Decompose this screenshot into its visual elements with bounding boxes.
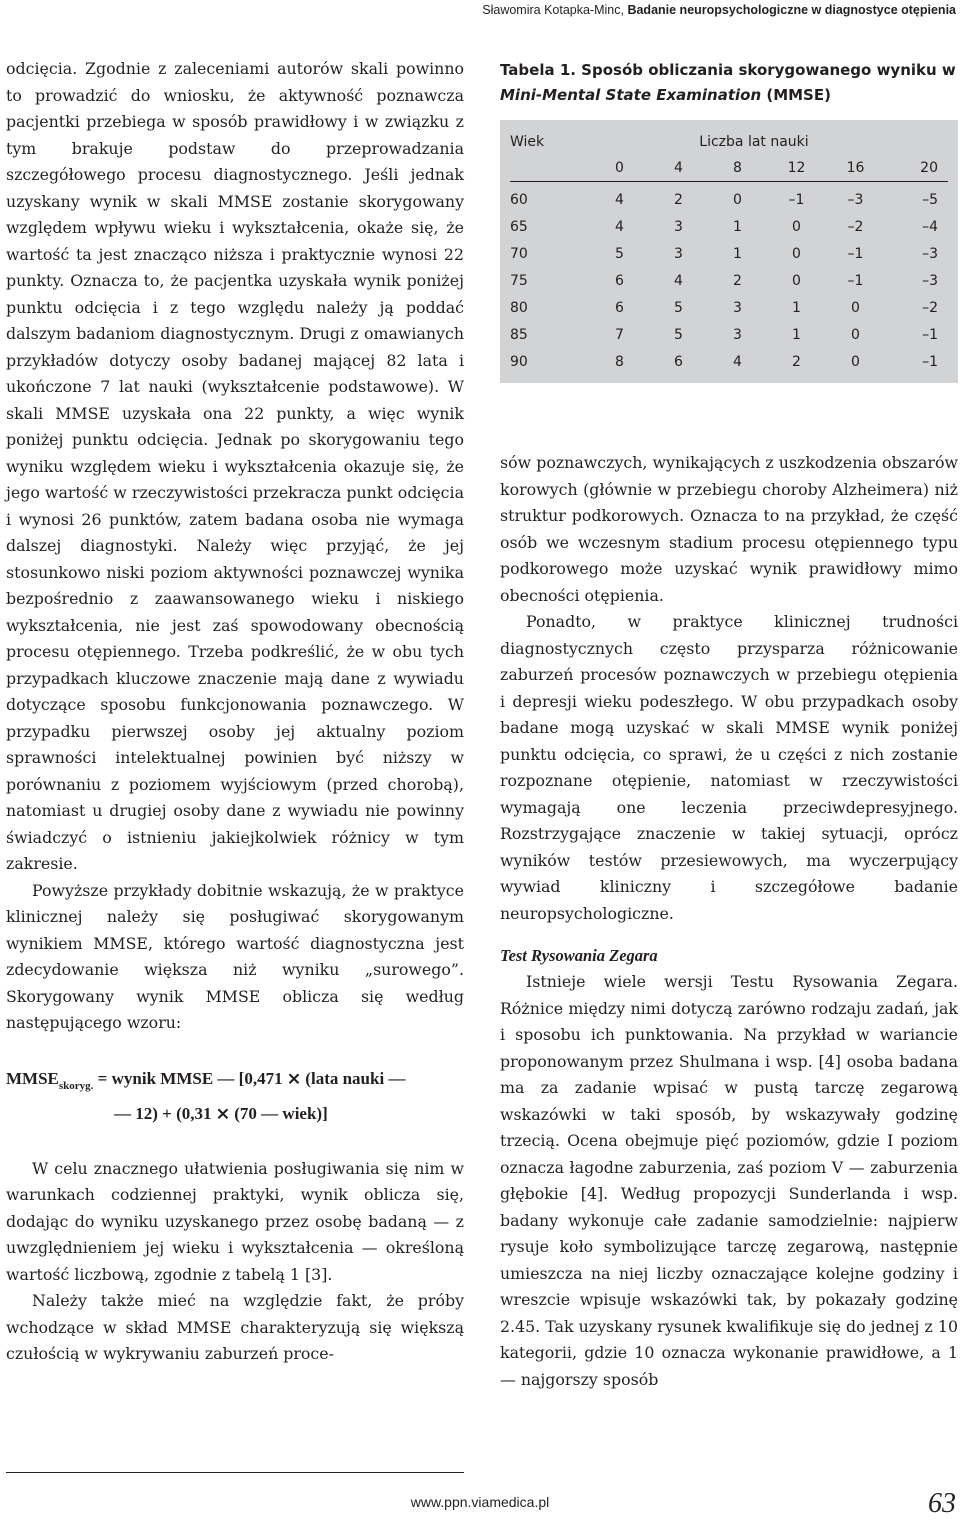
table-cell-value: 0 xyxy=(851,353,860,370)
table-row xyxy=(510,348,948,375)
table-cell-value: 5 xyxy=(674,299,683,316)
header-title: Badanie neuropsychologiczne w diagnostyce otępienia xyxy=(627,3,956,17)
left-paragraph-3: W celu znacznego ułatwienia posługiwania się nim w warunkach codziennej praktyki, wynik oblicza się, dodając do wyniku uzyskanego przez osobę badaną — z uwzględnieniem jej wieku i wykształcenia — określoną wartość liczbową, zgodnie z tabelą 1 [3]. xyxy=(6,1158,464,1284)
table-cell-value: 4 xyxy=(674,272,683,289)
table-cell-value: 6 xyxy=(615,272,624,289)
table-header-year: 12 xyxy=(787,160,806,176)
table-cell-value: 4 xyxy=(615,218,624,235)
formula-rhs-line2: — 12) + (0,31 ⨯ (70 — wiek)] xyxy=(114,1103,328,1123)
right-paragraph-1: sów poznawczych, wynikających z uszkodzenia obszarów korowych (głównie w przebiegu choroby Alzheimera) niż struktur podkorowych. Oznacza to na przykład, że część osób we wczesnym stadium procesu otępiennego typu podkorowego może uzyskać wynik prawidłowy mimo obecności otępienia. xyxy=(500,453,958,605)
section-title-clock-test: Test Rysowania Zegara xyxy=(500,946,658,965)
table-caption xyxy=(500,58,958,108)
table-cell-value: –3 xyxy=(847,191,864,208)
table-header-year: 8 xyxy=(733,160,742,176)
table-cell-value: 0 xyxy=(733,191,742,208)
table-cell-age: 90 xyxy=(510,353,528,370)
table-header-year: 16 xyxy=(846,160,865,176)
table-header-age: Wiek xyxy=(510,133,545,150)
table-row xyxy=(510,186,948,213)
table-cell-value: 6 xyxy=(615,299,624,316)
table-cell-value: –1 xyxy=(788,191,805,208)
right-paragraph-2: Ponadto, w praktyce klinicznej trudności diagnostycznych często przysparza różnicowanie zaburzeń procesów poznawczych w przebiegu otępienia i depresji wieku podeszłego. W obu przypadkach osoby badane mogą uzyskać w skali MMSE wynik poniżej punktu odcięcia, co sprawi, że u części z nich zostanie rozpoznane otępienie, natomiast w rzeczywistości wymagają one leczenia przeciwdepresyjnego. Rozstrzygające znaczenie w takiej sytuacji, oprócz wyników testów przesiewowych, ma wyczerpujący wywiad kliniczny i szczegółowe badanie neuropsychologiczne. xyxy=(500,612,958,923)
table-cell-value: 3 xyxy=(733,326,742,343)
table-cell-age: 70 xyxy=(510,245,528,262)
table-cell-value: 3 xyxy=(674,245,683,262)
table-cell-value: 1 xyxy=(733,245,742,262)
footer-rule-left xyxy=(6,1472,464,1473)
table-cell-value: –3 xyxy=(922,272,938,289)
table-caption-text: Sposób obliczania skorygowanego wyniku w xyxy=(575,61,956,79)
table-cell-value: 3 xyxy=(733,299,742,316)
right-column xyxy=(500,450,958,1393)
table-cell-value: 3 xyxy=(674,218,683,235)
table-cell-value: 4 xyxy=(615,191,624,208)
left-paragraph-2: Powyższe przykłady dobitnie wskazują, że w praktyce klinicznej należy się posługiwać skorygowanym wynikiem MMSE, którego wartość diagnostyczna jest zdecydowanie większa niż wyniku „surowego”. Skorygowany wynik MMSE oblicza się według następującego wzoru: xyxy=(6,880,464,1032)
table-row xyxy=(510,321,948,348)
table-cell-value: 5 xyxy=(674,326,683,343)
table-1 xyxy=(500,58,958,383)
left-paragraph-4: Należy także mieć na względzie fakt, że próby wchodzące w skład MMSE charakteryzują się większą czułością w wykrywaniu zaburzeń proce- xyxy=(6,1291,464,1363)
left-column xyxy=(6,56,464,1368)
table-cell-value: –2 xyxy=(847,218,864,235)
table-caption-end: (MMSE) xyxy=(761,86,831,104)
table-cell-age: 60 xyxy=(510,191,528,208)
table-caption-italic: Mini-Mental State Examination xyxy=(500,86,762,104)
running-head xyxy=(0,0,960,22)
table-cell-value: –4 xyxy=(922,218,938,235)
table-cell-value: 0 xyxy=(851,326,860,343)
table-cell-value: 1 xyxy=(792,299,801,316)
footer-url[interactable]: www.ppn.viamedica.pl xyxy=(410,1494,550,1510)
table-cell-value: 8 xyxy=(615,353,624,370)
table-caption-label: Tabela 1. xyxy=(500,61,576,79)
table-row xyxy=(510,240,948,267)
table-cell-age: 85 xyxy=(510,326,528,343)
table-cell-value: 5 xyxy=(615,245,624,262)
table-header-row-1 xyxy=(510,128,948,155)
table-cell-value: –1 xyxy=(847,272,864,289)
page-number: 63 xyxy=(928,1488,956,1519)
table-header-row-2 xyxy=(510,155,948,182)
table-cell-value: 0 xyxy=(792,218,801,235)
formula-rhs-line1: = wynik MMSE — [0,471 ⨯ (lata nauki — xyxy=(93,1068,406,1088)
table-cell-value: –1 xyxy=(922,326,938,343)
table-cell-value: 1 xyxy=(792,326,801,343)
header-authors: Sławomira Kotapka-Minc, xyxy=(482,3,624,17)
table-cell-value: –1 xyxy=(847,245,864,262)
table-header-year: 20 xyxy=(920,160,938,176)
table-cell-value: –3 xyxy=(922,245,938,262)
table-cell-value: 0 xyxy=(792,245,801,262)
table-cell-age: 75 xyxy=(510,272,528,289)
formula-subscript: skoryg. xyxy=(58,1079,94,1092)
table-cell-age: 65 xyxy=(510,218,528,235)
formula-lhs: MMSE xyxy=(6,1068,59,1088)
table-cell-value: 6 xyxy=(674,353,683,370)
table-cell-value: 0 xyxy=(851,299,860,316)
table-header-years: Liczba lat nauki xyxy=(699,133,809,150)
table-cell-value: –2 xyxy=(922,299,938,316)
table-row xyxy=(510,267,948,294)
table-row xyxy=(510,213,948,240)
table-cell-value: 7 xyxy=(615,326,624,343)
table-cell-value: –5 xyxy=(922,191,938,208)
mmse-formula xyxy=(6,1065,464,1128)
table-cell-age: 80 xyxy=(510,299,528,316)
right-paragraph-3: Istnieje wiele wersji Testu Rysowania Zegara. Różnice między nimi dotyczą zarówno rodzaju zadań, jak i sposobu ich punktowania. Na przykład w wariancie proponowanym przez Shulmana i wsp. [4] osoba badana ma za zadanie wpisać w pustą tarczę zegarową wskazówki w taki sposób, by wskazywały godzinę trzecią. Ocena obejmuje pięć poziomów, gdzie I poziom oznacza łagodne zaburzenia, zaś poziom V — zaburzenia głębokie [4]. Według propozycji Sunderlanda i wsp. badany wykonuje całe zadanie samodzielnie: najpierw rysuje koło symbolizujące tarczę zegarową, następnie umieszcza na niej liczby oznaczające kolejne godziny i wreszcie wpisuje wskazówki tak, by pokazały godzinę 2.45. Tak uzyskany rysunek kwalifikuje się do jednej z 10 kategorii, gdzie 10 oznacza wykonanie prawidłowe, a 1 — najgorszy sposób xyxy=(500,972,958,1389)
table-cell-value: 2 xyxy=(733,272,742,289)
table-header-year: 4 xyxy=(674,160,683,176)
table-cell-value: 2 xyxy=(674,191,683,208)
table-rows xyxy=(510,186,948,375)
table-cell-value: 1 xyxy=(733,218,742,235)
table-body xyxy=(500,120,958,383)
table-cell-value: 2 xyxy=(792,353,801,370)
left-paragraph-1: odcięcia. Zgodnie z zaleceniami autorów skali powinno to prowadzić do wniosku, że aktywność poznawcza pacjentki przebiega w sposób prawidłowy i w związku z tym brakuje podstaw do przeprowadzania szczegółowego procesu diagnostycznego. Jeśli jednak uzyskany wynik w skali MMSE zostanie skorygowany względem wpływu wieku i wykształcenia, okaże się, że wartość ta jest znacząco niższa i praktycznie wynosi 22 punkty. Oznacza to, że pacjentka uzyskała wynik poniżej punktu odcięcia i z tego względu należy ją poddać dalszym badaniom diagnostycznym. Drugi z omawianych przykładów dotyczy osoby badanej mającej 82 lata i ukończone 7 lat nauki (wykształcenie podstawowe). W skali MMSE uzyskała ona 22 punkty, a więc wynik poniżej punktu odcięcia. Jednak po skorygowaniu tego wyniku względem wieku i wykształcenia okazuje się, że jego wartość w rzeczywistości przekracza punkt odcięcia i wynosi 26 punktów, zatem badana osoba nie wymaga dalszej diagnostyki. Należy więc przyjąć, że jej stosunkowo niski poziom aktywności poznawczej wynika bezpośrednio z zaawansowanego wieku i niskiego wykształcenia, nie jest zaś spowodowany obecnością procesu otępiennego. Trzeba podkreślić, że w obu tych przypadkach kluczowe znaczenie mają dane z wywiadu dotyczące sposobu funkcjonowania poznawczego. W przypadku pierwszej osoby jej aktualny poziom sprawności intelektualnej powinien być niższy w porównaniu z poziomem wyjściowym (przed chorobą), natomiast u drugiej osoby dane z wywiadu nie powinny świadczyć o istnieniu jakiejkolwiek różnicy w tym zakresie. xyxy=(6,59,464,873)
table-cell-value: 4 xyxy=(733,353,742,370)
table-cell-value: –1 xyxy=(922,353,938,370)
table-cell-value: 0 xyxy=(792,272,801,289)
table-header-year: 0 xyxy=(615,160,624,176)
table-row xyxy=(510,294,948,321)
